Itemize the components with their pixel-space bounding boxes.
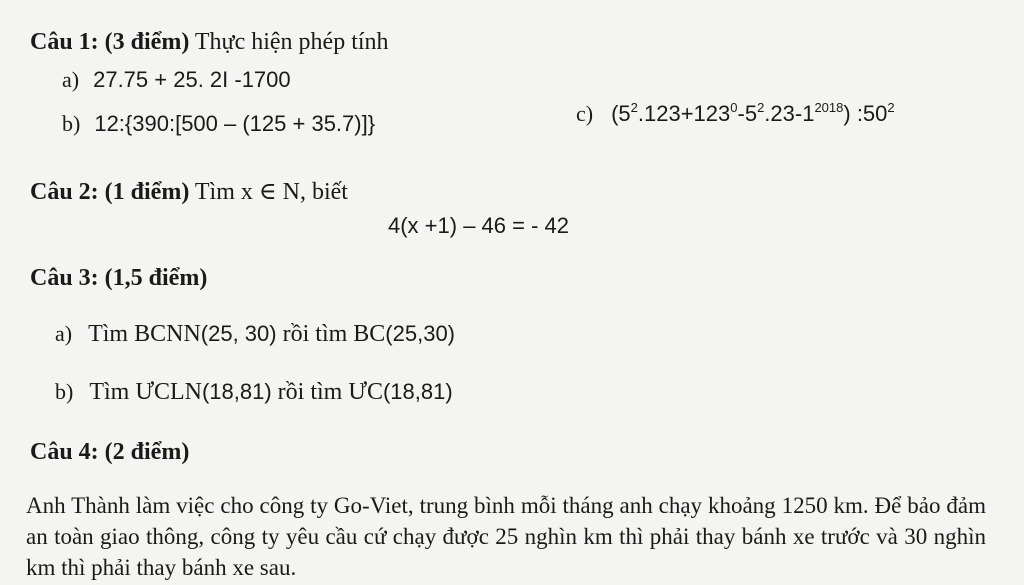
q1-a-expression: 27.75 + 25. 2I -1700 [93, 67, 291, 92]
q2-equation: 4(x +1) – 46 = - 42 [388, 213, 569, 238]
q3-heading [30, 264, 207, 292]
q1-b-label: b) [62, 111, 81, 136]
q4-paragraph: Anh Thành làm việc cho công ty Go-Viet, trung bình mỗi tháng anh chạy khoảng 1250 km. Để bảo đảm an toàn giao thông, công ty yêu cầu cứ chạy được 25 nghìn km thì phải thay bánh xe trước và 30 nghìn km thì phải thay bánh xe sau. [26, 493, 986, 580]
q1-heading-text: Thực hiện phép tính [189, 29, 389, 55]
q3-a-text: Tìm BCNN(25, 30) rồi tìm BC(25,30) [88, 321, 456, 347]
q3-a-label: a) [55, 321, 73, 346]
q2-heading [30, 178, 348, 206]
q1-c-expression: $(5^2.123+123^0-5^2.23-1^{2018})$ $:50^2$ [611, 100, 895, 126]
q1-item-a [62, 66, 291, 94]
q4-heading-bold: Câu 4: (2 điểm) [30, 439, 190, 465]
q1-item-c [576, 100, 895, 128]
q2-heading-text: Tìm x ∈ N, biết [189, 179, 348, 205]
q1-b-expression: 12:{390:[500 – (125 + 35.7)]} [94, 111, 376, 136]
q1-a-label: a) [62, 67, 80, 92]
q4-heading [30, 438, 189, 466]
q1-heading [30, 28, 389, 56]
q3-b-text: Tìm ƯCLN(18,81) rồi tìm ƯC(18,81) [89, 379, 453, 405]
q1-c-label: c) [576, 101, 594, 126]
q3-heading-bold: Câu 3: (1,5 điểm) [30, 265, 208, 291]
q3-b-label: b) [55, 379, 74, 404]
q3-item-a [55, 320, 455, 348]
q1-item-b [62, 110, 375, 138]
q1-heading-bold: Câu 1: (3 điểm) [30, 29, 190, 55]
q3-item-b [55, 378, 453, 406]
q2-heading-bold: Câu 2: (1 điểm) [30, 179, 190, 205]
